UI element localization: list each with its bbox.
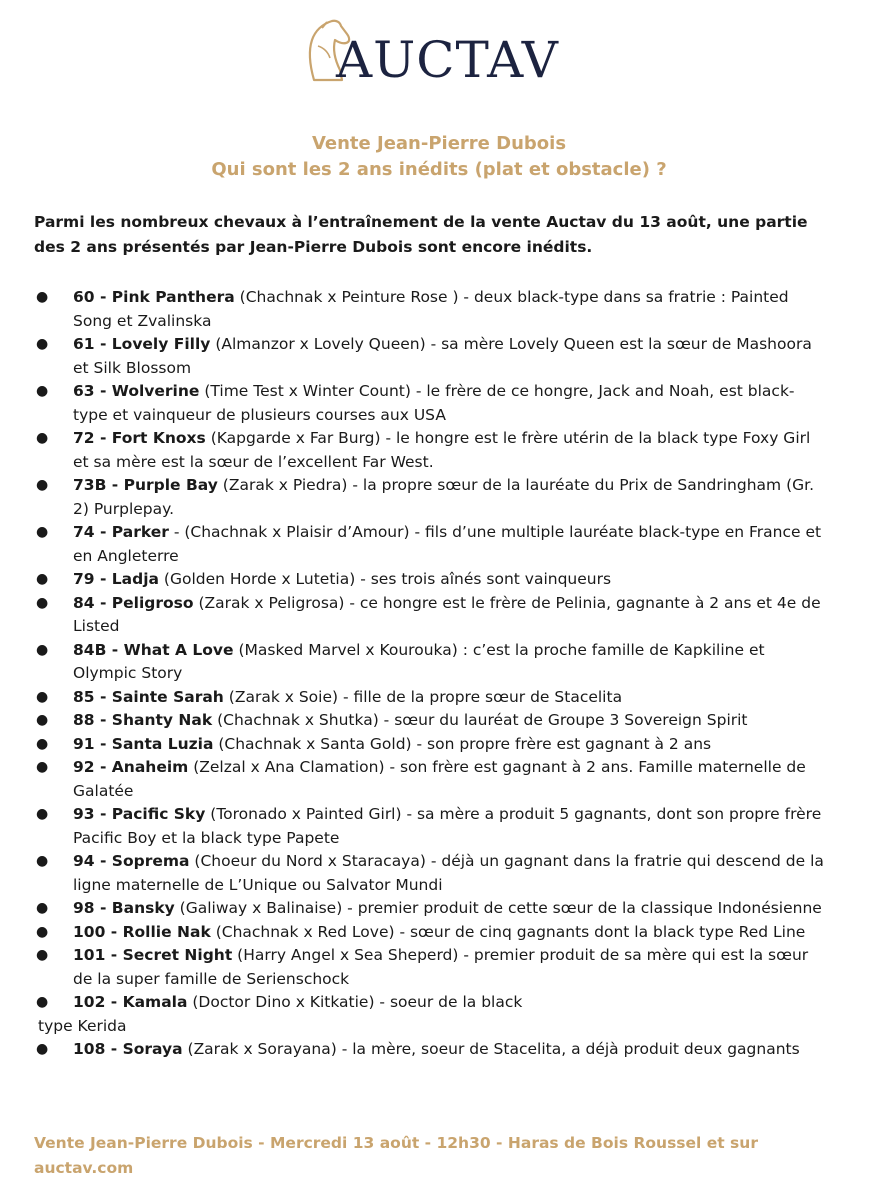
lot-name: 61 - Lovely Filly xyxy=(73,335,211,353)
lot-description: (Toronado x Painted Girl) - sa mère a produit 5 gagnants, dont son propre frère Pacific Boy et la black type Papete xyxy=(73,805,822,847)
lot-description: (Time Test x Winter Count) - le frère de ce hongre, Jack and Noah, est black-type et vainqueur de plusieurs courses aux USA xyxy=(73,382,795,424)
lot-description-continuation: type Kerida xyxy=(38,1016,127,1035)
lot-name: 85 - Sainte Sarah xyxy=(73,687,224,706)
lot-name: 92 - Anaheim xyxy=(73,758,189,776)
lot-description: (Zarak x Sorayana) - la mère, soeur de Stacelita, a déjà produit deux gagnants xyxy=(182,1040,800,1058)
lot-name: 84 - Peligroso xyxy=(73,593,194,612)
bullet-icon: ● xyxy=(36,524,49,540)
lot-name: 101 - Secret Night xyxy=(73,946,233,964)
bullet-icon: ● xyxy=(36,923,49,940)
list-item xyxy=(0,686,878,710)
lot-name: 84B - What A Love xyxy=(73,640,234,659)
bullet-icon: ● xyxy=(36,1041,49,1057)
bullet-icon: ● xyxy=(36,806,49,822)
lot-description: (Harry Angel x Sea Sheperd) - premier produit de sa mère qui est la sœur de la super famille de Serienschock xyxy=(73,946,809,988)
lot-name: 100 - Rollie Nak xyxy=(73,922,211,941)
list-item xyxy=(0,639,878,686)
bullet-icon: ● xyxy=(36,594,49,611)
bullet-icon: ● xyxy=(36,430,49,446)
lot-description: (Zarak x Soie) - fille de la propre sœur de Stacelita xyxy=(223,687,623,706)
list-item xyxy=(0,803,878,850)
list-item xyxy=(0,568,878,592)
lot-name: 108 - Soraya xyxy=(73,1040,183,1058)
bullet-icon: ● xyxy=(36,759,49,775)
list-item xyxy=(0,709,878,733)
list-item xyxy=(0,286,878,333)
bullet-icon: ● xyxy=(36,947,49,963)
lot-description: (Golden Horde x Lutetia) - ses trois aînés sont vainqueurs xyxy=(159,570,612,588)
bullet-icon: ● xyxy=(36,712,49,728)
lot-description: (Zarak x Piedra) - la propre sœur de la lauréate du Prix de Sandringham (Gr. 2) Purplepay. xyxy=(73,476,815,518)
bullet-icon: ● xyxy=(36,900,49,916)
lot-description: (Chachnak x Red Love) - sœur de cinq gagnants dont la black type Red Line xyxy=(210,922,806,941)
lot-description: (Masked Marvel x Kourouka) : c’est la proche famille de Kapkiline et Olympic Story xyxy=(73,640,765,682)
bullet-icon: ● xyxy=(36,571,49,587)
list-item xyxy=(0,474,878,521)
lot-name: 98 - Bansky xyxy=(73,899,175,917)
lot-name: 94 - Soprema xyxy=(73,852,190,870)
list-item xyxy=(0,733,878,757)
lot-name: 60 - Pink Panthera xyxy=(73,288,235,306)
lot-description: (Galiway x Balinaise) - premier produit de cette sœur de la classique Indonésienne xyxy=(174,899,822,917)
bullet-icon: ● xyxy=(36,289,49,305)
list-item xyxy=(0,944,878,991)
lot-list xyxy=(0,286,878,1062)
bullet-icon: ● xyxy=(36,477,49,493)
lot-name: 72 - Fort Knoxs xyxy=(73,429,206,447)
list-item xyxy=(0,521,878,568)
lot-name: 74 - Parker xyxy=(73,523,169,541)
intro-paragraph: Parmi les nombreux chevaux à l’entraînement de la vente Auctav du 13 août, une partie des 2 ans présentés par Jean-Pierre Dubois sont encore inédits. xyxy=(34,213,808,256)
list-item xyxy=(0,592,878,639)
bullet-icon: ● xyxy=(36,688,49,705)
auctav-logo xyxy=(300,18,560,88)
bullet-icon: ● xyxy=(36,853,49,869)
bullet-icon: ● xyxy=(36,336,49,352)
lot-name: 79 - Ladja xyxy=(73,570,159,588)
list-item xyxy=(0,333,878,380)
lot-description: (Almanzor x Lovely Queen) - sa mère Lovely Queen est la sœur de Mashoora et Silk Blossom xyxy=(73,335,812,377)
bullet-icon: ● xyxy=(36,735,49,752)
logo-wordmark: AUCTAV xyxy=(336,31,559,89)
footer-note: Vente Jean-Pierre Dubois - Mercredi 13 août - 12h30 - Haras de Bois Roussel et sur auctav.com xyxy=(34,1134,758,1177)
lot-name: 73B - Purple Bay xyxy=(73,476,218,494)
lot-description: (Chachnak x Peinture Rose ) - deux black-type dans sa fratrie : Painted Song et Zvalinska xyxy=(73,288,789,330)
lot-description: (Doctor Dino x Kitkatie) - soeur de la black xyxy=(187,993,523,1011)
list-item xyxy=(0,921,878,945)
lot-description: (Kapgarde x Far Burg) - le hongre est le frère utérin de la black type Foxy Girl et sa mère est la sœur de l’excellent Far West. xyxy=(73,429,811,471)
page-title: Vente Jean-Pierre Dubois xyxy=(311,133,567,154)
lot-name: 93 - Pacific Sky xyxy=(73,805,206,823)
bullet-icon: ● xyxy=(36,383,49,399)
lot-name: 91 - Santa Luzia xyxy=(73,734,214,753)
lot-name: 88 - Shanty Nak xyxy=(73,711,213,729)
bullet-icon: ● xyxy=(36,641,49,658)
list-item xyxy=(0,850,878,897)
lot-description: (Chachnak x Shutka) - sœur du lauréat de Groupe 3 Sovereign Spirit xyxy=(212,711,748,729)
page-subtitle: Qui sont les 2 ans inédits (plat et obstacle) ? xyxy=(211,159,667,180)
lot-name: 63 - Wolverine xyxy=(73,382,200,400)
list-item xyxy=(0,991,878,1015)
lot-description: (Zarak x Peligrosa) - ce hongre est le frère de Pelinia, gagnante à 2 ans et 4e de Listed xyxy=(73,593,821,635)
list-item xyxy=(0,756,878,803)
list-item xyxy=(0,380,878,427)
list-item xyxy=(0,1038,878,1062)
list-item xyxy=(0,427,878,474)
lot-description: (Zelzal x Ana Clamation) - son frère est gagnant à 2 ans. Famille maternelle de Galatée xyxy=(73,758,806,800)
lot-description: - (Chachnak x Plaisir d’Amour) - fils d’une multiple lauréate black-type en France et en Angleterre xyxy=(73,523,822,565)
lot-name: 102 - Kamala xyxy=(73,993,188,1011)
lot-description: (Chachnak x Santa Gold) - son propre frère est gagnant à 2 ans xyxy=(213,734,712,753)
lot-description: (Choeur du Nord x Staracaya) - déjà un gagnant dans la fratrie qui descend de la ligne maternelle de L’Unique ou Salvator Mundi xyxy=(73,852,824,894)
bullet-icon: ● xyxy=(36,994,49,1010)
list-item xyxy=(0,897,878,921)
